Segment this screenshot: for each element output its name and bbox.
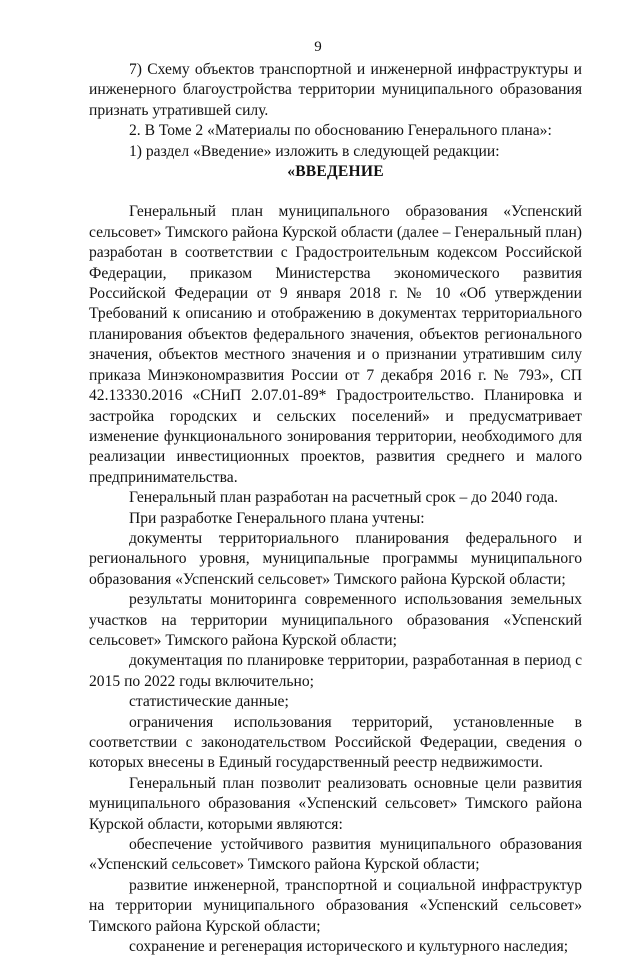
list-item-monitoring-results: результаты мониторинга современного использования земельных участков на территории муниципального образования «Успенский сельсовет» Тимского района Курской области; (89, 591, 582, 649)
list-item-heritage-preservation: сохранение и регенерация исторического и культурного наследия; (129, 938, 569, 956)
paragraph-planning-period: Генеральный план разработан на расчетный срок – до 2040 года. (129, 489, 559, 507)
list-item-sustainable-development: обеспечение устойчивого развития муниципального образования «Успенский сельсовет» Тимского района Курской области; (89, 836, 582, 874)
list-item-planning-documents: документы территориального планирования федерального и регионального уровня, муниципальные программы муниципального образования «Успенский сельсовет» Тимского района Курской области; (89, 529, 582, 588)
paragraph-goals-intro: Генеральный план позволит реализовать основные цели развития муниципального образования «Успенский сельсовет» Тимского района Курской области, которыми являются: (89, 774, 582, 833)
paragraph-section-intro: 1) раздел «Введение» изложить в следующей редакции: (129, 142, 500, 160)
paragraph-general-plan-basis: Генеральный план муниципального образования «Успенский сельсовет» Тимского района Курской области (далее – Генеральный план) разработан в соответствии с Градостроительным кодексом Российской Федерации, приказом Министерства экономического развития Российской Федерации от 9 января 2018 г. № 10 «Об утверждении Требований к описанию и отображению в документах территориального планирования объектов федерального значения, объектов регионального значения, объектов местного значения и о признании утратившим силу приказа Минэкономразвития России от 7 декабря 2016 г. № 793», СП 42.13330.2016 «СНиП 2.07.01-89* Градостроительство. Планировка и застройка городских и сельских поселений» и предусматривает изменение функционального зонирования территории, необходимого для реализации инвестиционных проектов, развития среднего и малого предпринимательства. (89, 203, 582, 486)
page-number: 9 (314, 39, 322, 55)
list-item-statistics: статистические данные; (129, 693, 289, 711)
section-title: «ВВЕДЕНИЕ (287, 163, 384, 181)
list-item-planning-documentation: документация по планировке территории, разработанная в период с 2015 по 2022 годы включительно; (89, 652, 582, 690)
list-item-land-restrictions: ограничения использования территорий, установленные в соответствии с законодательством Российской Федерации, сведения о которых внесены в Единый государственный реестр недвижимости. (89, 713, 582, 772)
paragraph-item-7-repeal: 7) Схему объектов транспортной и инженерной инфраструктуры и инженерного благоустройства территории муниципального образования признать утратившей силу. (89, 61, 582, 119)
list-item-infrastructure-development: развитие инженерной, транспортной и социальной инфраструктур на территории муниципального образования «Успенский сельсовет» Тимского района Курской области; (89, 876, 582, 935)
document-body (89, 60, 582, 957)
paragraph-considered-list-intro: При разработке Генерального плана учтены: (129, 509, 425, 527)
paragraph-volume-2: 2. В Томе 2 «Материалы по обоснованию Генерального плана»: (129, 122, 552, 140)
